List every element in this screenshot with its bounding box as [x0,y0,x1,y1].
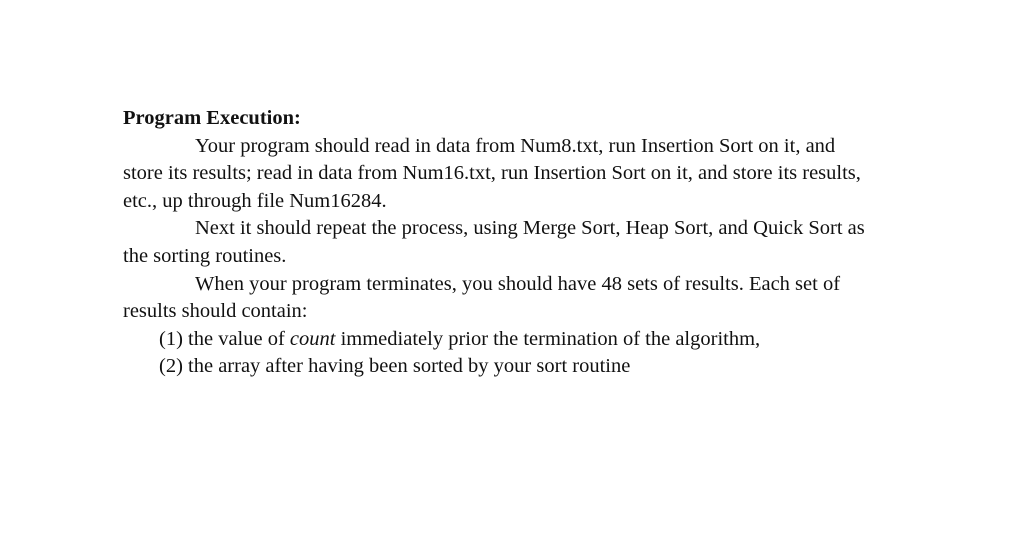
count-emphasis: count [289,327,336,350]
list-item-count [123,326,1003,354]
list-item-array: (2) the array after having been sorted by your sort routine [159,355,631,378]
list-item-prefix: (1) the value of [159,327,290,350]
section-heading: Program Execution: [123,107,301,129]
paragraph-results: When your program terminates, you should have 48 sets of results. Each set of results should contain: [123,272,841,323]
document-excerpt [123,105,1003,381]
paragraph-repeat-process: Next it should repeat the process, using Merge Sort, Heap Sort, and Quick Sort as the sorting routines. [123,217,865,267]
paragraph-read-data: Your program should read in data from Num8.txt, run Insertion Sort on it, and store its results; read in data from Num16.txt, run Insertion Sort on it, and store its results, etc., up through file Num16284. [123,134,861,212]
list-item-suffix: immediately prior the termination of the algorithm, [335,327,761,350]
